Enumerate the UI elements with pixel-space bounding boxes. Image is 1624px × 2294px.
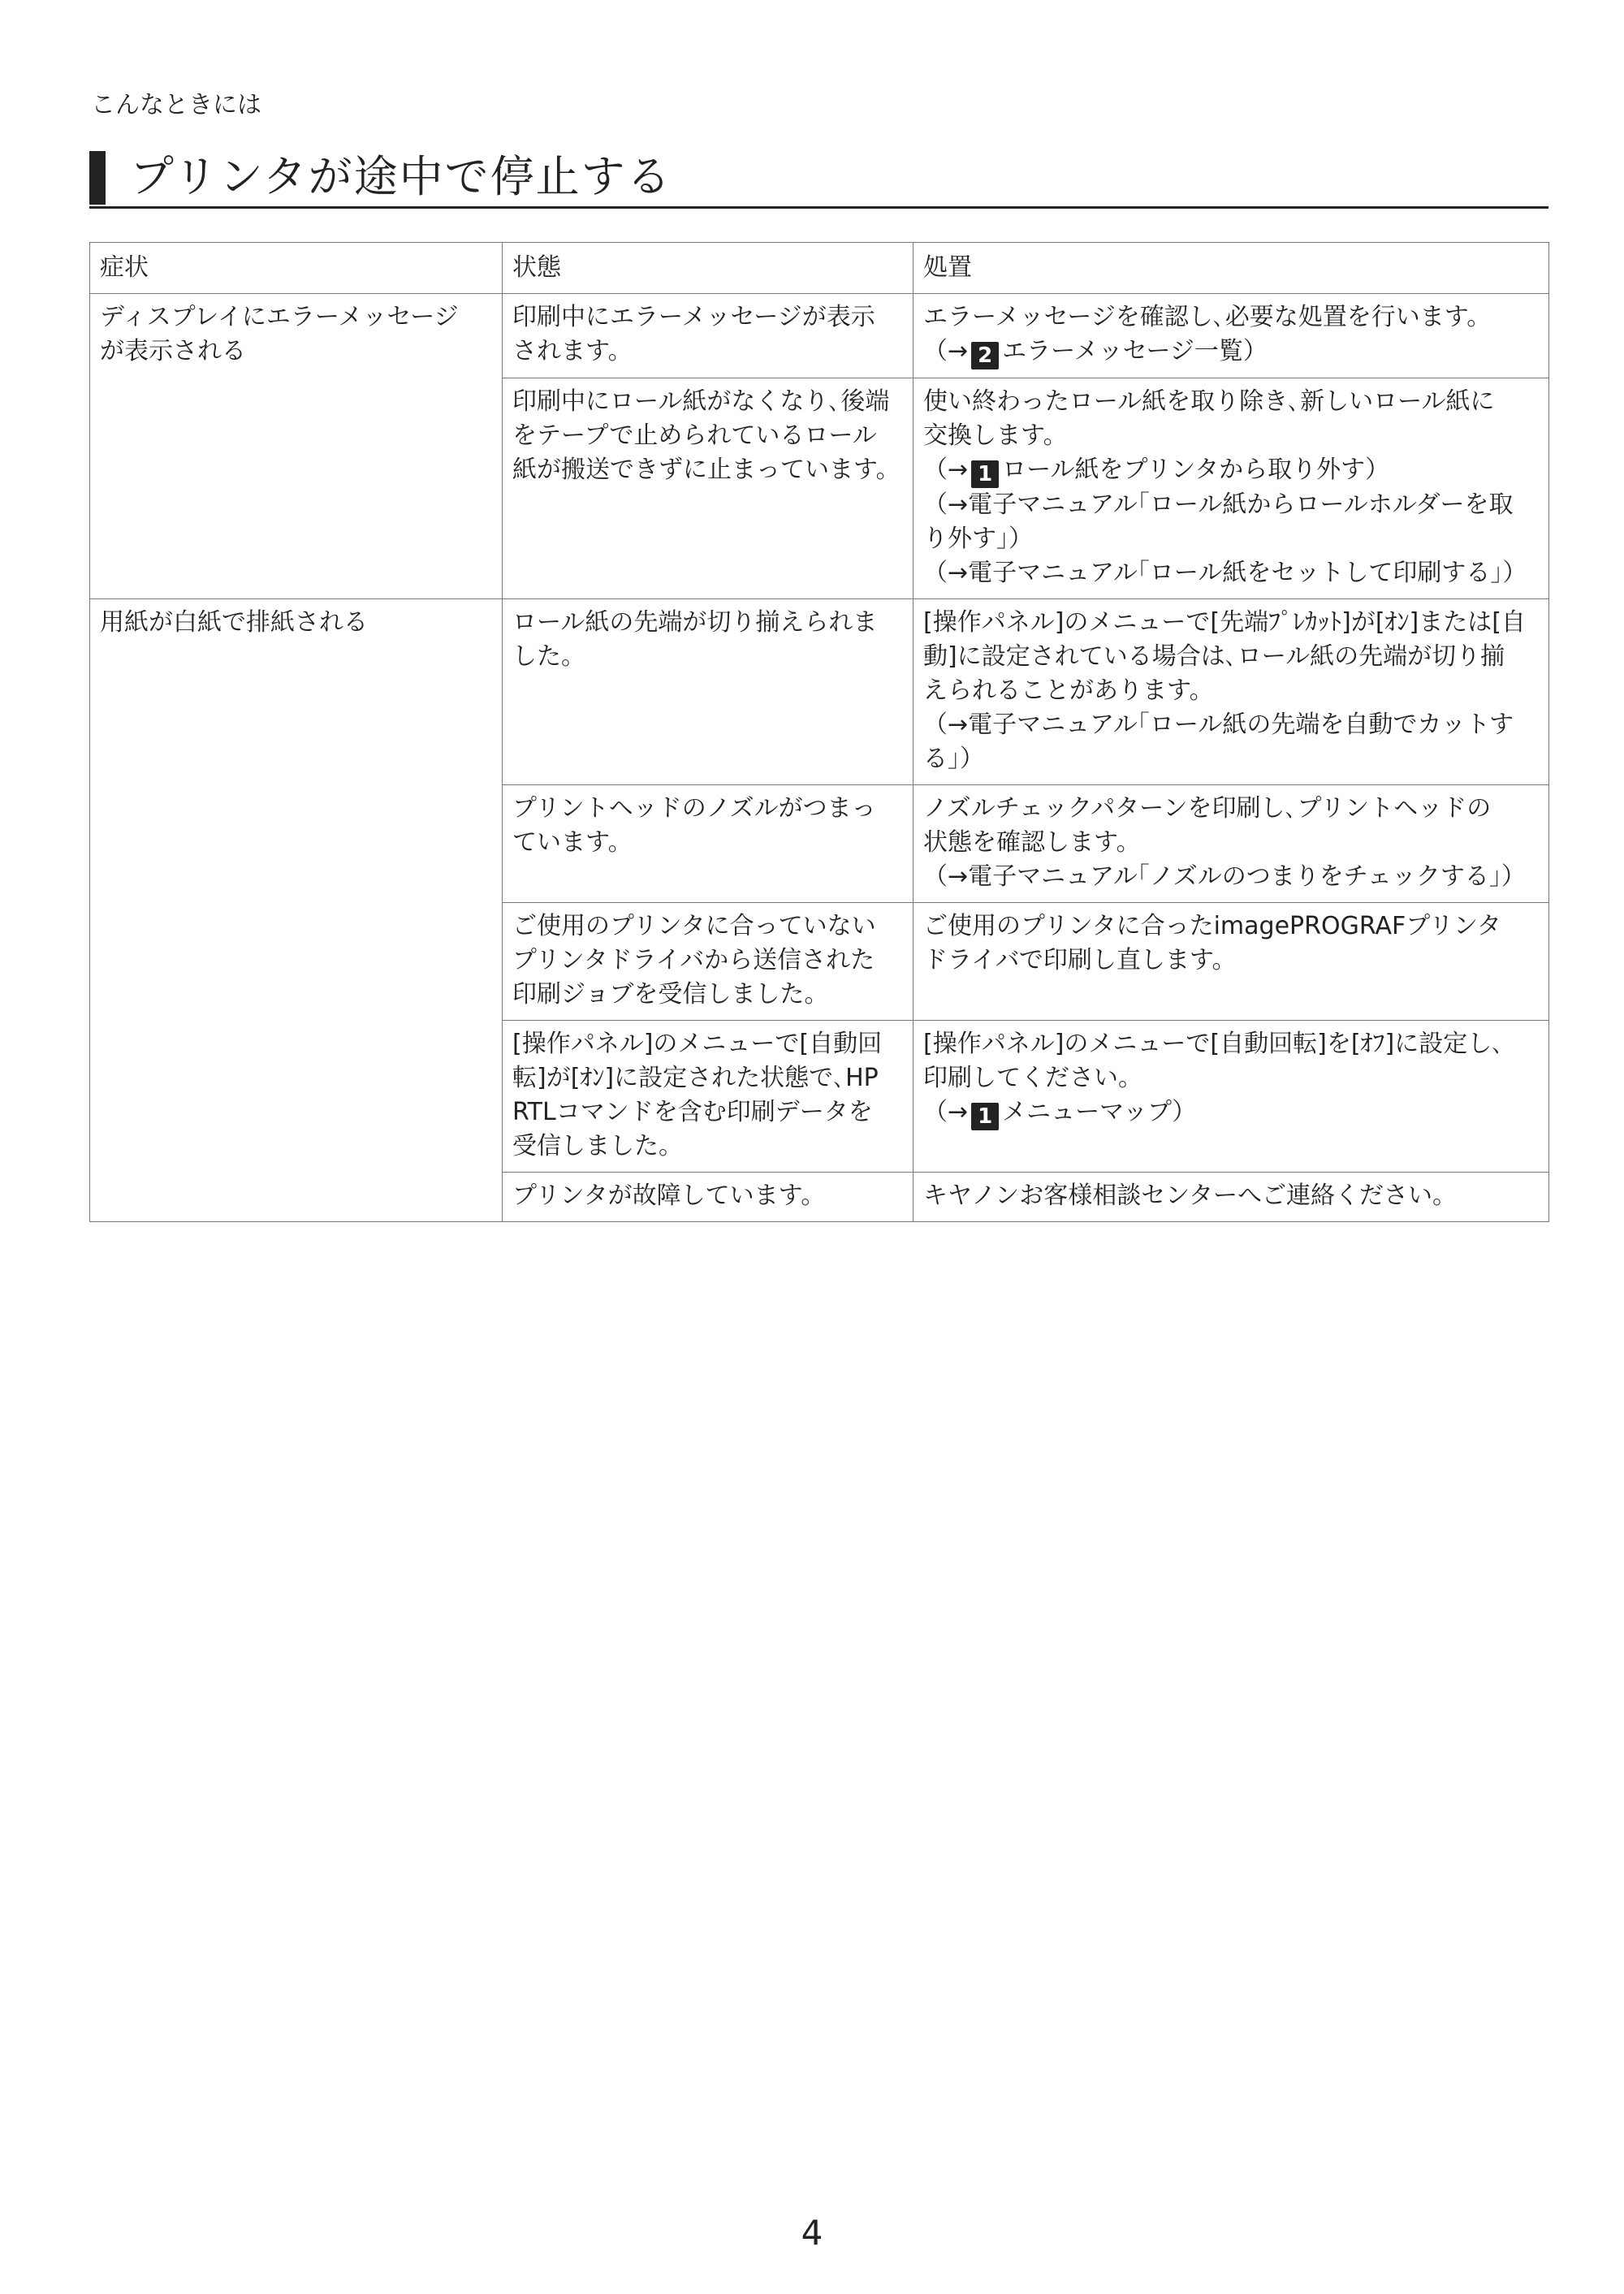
manual-number-badge: 2 — [971, 342, 999, 369]
action-ref-text: メニューマップ） — [1002, 1098, 1197, 1126]
state-text: プリンタが故障しています。 — [512, 1182, 826, 1210]
action-line: ご使用のプリンタに合ったimagePROGRAFプリンタ — [923, 912, 1501, 940]
table-header-row — [90, 243, 1549, 294]
action-line: り外す｣） — [923, 525, 1033, 553]
header-state: 状態 — [503, 243, 914, 294]
symptom-cell — [90, 599, 503, 1222]
table-body — [90, 294, 1549, 1222]
state-cell — [503, 903, 914, 1021]
action-cell — [914, 294, 1549, 378]
state-cell — [503, 1021, 914, 1173]
state-text: 転]が[ｵﾝ]に設定された状態で､HP — [512, 1064, 879, 1092]
action-line: 使い終わったロール紙を取り除き､新しいロール紙に — [923, 387, 1495, 416]
action-cell — [914, 903, 1549, 1021]
action-ref-text: ロール紙をプリンタから取り外す） — [1002, 456, 1390, 484]
state-text: ています。 — [512, 828, 633, 857]
action-line: 動]に設定されている場合は､ロール紙の先端が切り揃 — [923, 642, 1505, 671]
state-text: 印刷ジョブを受信しました。 — [512, 980, 829, 1009]
state-text: ご使用のプリンタに合っていない — [512, 912, 876, 940]
action-cell — [914, 378, 1549, 599]
troubleshooting-table — [89, 242, 1549, 1222]
manual-number-badge: 1 — [971, 1103, 999, 1130]
page-title-block — [89, 148, 1548, 209]
symptom-text: 用紙が白紙で排紙される — [100, 608, 368, 637]
action-line: 印刷してください。 — [923, 1064, 1142, 1092]
header-action: 処置 — [914, 243, 1549, 294]
action-line: キヤノンお客様相談センターへご連絡ください。 — [923, 1182, 1457, 1210]
table-row — [90, 294, 1549, 378]
state-cell — [503, 294, 914, 378]
table-row — [90, 599, 1549, 785]
breadcrumb: こんなときには — [91, 91, 261, 119]
state-text: 印刷中にエラーメッセージが表示 — [512, 303, 875, 331]
state-text: ロール紙の先端が切り揃えられま — [512, 608, 878, 637]
manual-number-badge: 1 — [971, 460, 999, 488]
action-line: えられることがあります。 — [923, 676, 1214, 705]
action-line: [操作パネル]のメニューで[先端ﾌﾟﾚｶｯﾄ]が[ｵﾝ]または[自 — [923, 608, 1526, 637]
state-text: されます。 — [512, 337, 633, 365]
action-line: （→電子マニュアル｢ロール紙をセットして印刷する｣） — [923, 559, 1527, 587]
state-text: [操作パネル]のメニューで[自動回 — [512, 1030, 883, 1058]
action-line: [操作パネル]のメニューで[自動回転]を[ｵﾌ]に設定し､ — [923, 1030, 1505, 1058]
action-cell — [914, 1021, 1549, 1173]
state-cell — [503, 785, 914, 903]
action-line: （→電子マニュアル｢ロール紙からロールホルダーを取 — [923, 490, 1514, 519]
state-text: RTLコマンドを含む印刷データを — [512, 1098, 873, 1126]
state-text: 受信しました。 — [512, 1132, 683, 1160]
action-ref-prefix: （→ — [923, 456, 969, 484]
state-text: プリントヘッドのノズルがつまっ — [512, 794, 876, 823]
title-marker-bar — [89, 151, 106, 205]
action-line: 交換します。 — [923, 421, 1068, 450]
symptom-cell — [90, 294, 503, 599]
action-line: （→電子マニュアル｢ノズルのつまりをチェックする｣） — [923, 862, 1526, 891]
action-line: （→電子マニュアル｢ロール紙の先端を自動でカットす — [923, 711, 1514, 739]
page-number: 4 — [801, 2213, 823, 2253]
action-cell — [914, 785, 1549, 903]
state-text: 紙が搬送できずに止まっています。 — [512, 456, 901, 484]
action-line: ノズルチェックパターンを印刷し､プリントヘッドの — [923, 794, 1492, 823]
action-line: エラーメッセージを確認し､必要な処置を行います。 — [923, 303, 1492, 331]
state-text: プリンタドライバから送信された — [512, 946, 875, 974]
page-title: プリンタが途中で停止する — [130, 151, 672, 202]
state-cell — [503, 378, 914, 599]
symptom-text: ディスプレイにエラーメッセージ — [100, 303, 459, 331]
action-line — [923, 335, 1540, 369]
state-text: した。 — [512, 642, 585, 671]
action-cell — [914, 1173, 1549, 1222]
action-cell — [914, 599, 1549, 785]
action-line — [923, 453, 1540, 488]
state-cell — [503, 599, 914, 785]
action-ref-prefix: （→ — [923, 1098, 969, 1126]
action-ref-text: エラーメッセージ一覧） — [1002, 337, 1268, 365]
symptom-text: が表示される — [100, 337, 246, 365]
action-line: 状態を確認します。 — [923, 828, 1141, 857]
action-ref-prefix: （→ — [923, 337, 969, 365]
state-text: 印刷中にロール紙がなくなり､後端 — [512, 387, 890, 416]
state-cell — [503, 1173, 914, 1222]
action-line: ドライバで印刷し直します。 — [923, 946, 1237, 974]
action-line: る｣） — [923, 745, 984, 773]
action-line — [923, 1095, 1540, 1130]
state-text: をテープで止められているロール — [512, 421, 877, 450]
header-symptom: 症状 — [90, 243, 503, 294]
